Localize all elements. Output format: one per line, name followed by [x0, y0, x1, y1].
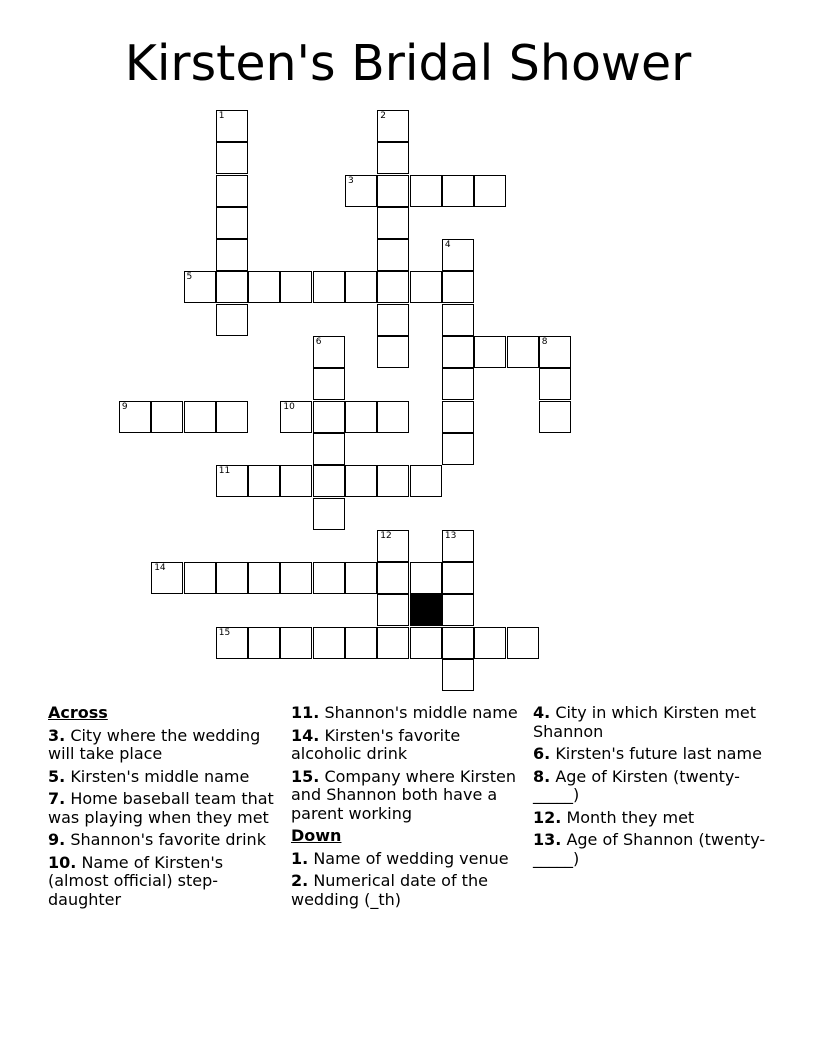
grid-cell[interactable] [216, 627, 248, 659]
down-clue-2 [291, 872, 527, 909]
clue-number: 12. [533, 807, 562, 827]
clue-number: 9. [48, 830, 66, 849]
clue-text: Kirsten's future last name [555, 744, 762, 763]
grid-cell[interactable] [377, 401, 409, 433]
clue-text: Home baseball team that was playing when they met [48, 789, 274, 827]
across-clue-5 [48, 768, 284, 787]
grid-cell[interactable] [216, 304, 248, 336]
grid-cell[interactable] [313, 336, 345, 368]
grid-cell[interactable] [539, 368, 571, 400]
grid-cell[interactable] [184, 401, 216, 433]
down-clue-1 [291, 850, 527, 869]
across-clue-14 [291, 727, 527, 764]
clue-number: 7. [48, 789, 66, 808]
grid-cell[interactable] [313, 627, 345, 659]
grid-cell[interactable] [442, 336, 474, 368]
clue-text: Shannon's favorite drink [70, 830, 266, 849]
clue-text: Name of wedding venue [313, 848, 509, 868]
cell-number: 6 [315, 337, 322, 347]
grid-cell[interactable] [151, 562, 183, 594]
cell-number: 9 [121, 401, 128, 412]
clue-text: City in which Kirsten met Shannon [533, 703, 757, 741]
clue-number: 2. [291, 871, 309, 890]
grid-cell[interactable] [345, 562, 377, 594]
cell-number: 12 [380, 530, 392, 541]
grid-cell[interactable] [280, 465, 312, 497]
down-clue-12 [533, 809, 769, 828]
grid-cell[interactable] [151, 401, 183, 433]
grid-cell[interactable] [184, 271, 216, 303]
clue-text: Kirsten's favorite alcoholic drink [291, 725, 461, 763]
across-clue-7 [48, 790, 284, 827]
grid-cell[interactable] [313, 271, 345, 303]
clue-number: 10. [48, 852, 77, 872]
grid-cell[interactable] [184, 562, 216, 594]
grid-cell[interactable] [377, 271, 409, 303]
grid-cell[interactable] [377, 562, 409, 594]
clue-text: Company where Kirsten and Shannon both have a parent working [291, 766, 516, 823]
grid-cell[interactable] [442, 562, 474, 594]
grid-cell[interactable] [474, 175, 506, 207]
grid-cell[interactable] [377, 594, 409, 626]
grid-cell[interactable] [119, 401, 151, 433]
clue-column-1 [48, 702, 284, 909]
grid-cell[interactable] [410, 271, 442, 303]
grid-cell[interactable] [377, 465, 409, 497]
grid-cell[interactable] [539, 336, 571, 368]
grid-cell[interactable] [313, 401, 345, 433]
cell-number: 8 [541, 337, 548, 347]
grid-cell[interactable] [474, 627, 506, 659]
across-clue-3 [48, 727, 284, 764]
grid-cell[interactable] [442, 304, 474, 336]
grid-cell[interactable] [216, 175, 248, 207]
clue-number: 8. [533, 766, 551, 786]
grid-cell[interactable] [377, 336, 409, 368]
grid-cell[interactable] [345, 401, 377, 433]
grid-cell[interactable] [280, 627, 312, 659]
grid-cell[interactable] [248, 627, 280, 659]
grid-cell[interactable] [539, 401, 571, 433]
grid-cell[interactable] [410, 175, 442, 207]
grid-cell[interactable] [442, 659, 474, 691]
grid-cell[interactable] [248, 271, 280, 303]
across-clue-15 [291, 768, 527, 824]
grid-cell[interactable] [377, 175, 409, 207]
grid-cell[interactable] [442, 401, 474, 433]
clue-text: Age of Shannon (twenty-_____) [533, 830, 766, 868]
grid-cell[interactable] [345, 175, 377, 207]
grid-cell[interactable] [507, 336, 539, 368]
clue-number: 13. [533, 830, 562, 849]
grid-cell[interactable] [474, 336, 506, 368]
grid-cell[interactable] [442, 433, 474, 465]
grid-cell[interactable] [313, 465, 345, 497]
grid-cell[interactable] [377, 239, 409, 271]
cell-number: 2 [380, 110, 387, 121]
grid-cell[interactable] [280, 401, 312, 433]
grid-cell[interactable] [313, 368, 345, 400]
clue-number: 1. [291, 848, 309, 868]
grid-cell[interactable] [377, 110, 409, 142]
grid-cell[interactable] [507, 627, 539, 659]
down-clue-8 [533, 768, 769, 805]
grid-cell[interactable] [377, 142, 409, 174]
clue-number: 15. [291, 766, 320, 786]
down-clue-13 [533, 831, 769, 868]
cell-number: 11 [218, 466, 231, 477]
down-clue-4 [533, 704, 769, 741]
grid-cell[interactable] [216, 142, 248, 174]
grid-cell[interactable] [216, 239, 248, 271]
grid-cell[interactable] [216, 562, 248, 594]
grid-cell[interactable] [313, 562, 345, 594]
clue-number: 14. [291, 725, 320, 745]
grid-cell[interactable] [216, 207, 248, 239]
clue-number: 3. [48, 725, 66, 745]
clue-text: Age of Kirsten (twenty-_____) [533, 766, 740, 804]
clue-number: 6. [533, 744, 551, 763]
across-heading: Across [48, 703, 108, 722]
grid-cell[interactable] [442, 175, 474, 207]
grid-cell[interactable] [410, 562, 442, 594]
grid-cell[interactable] [248, 465, 280, 497]
clue-number: 11. [291, 703, 320, 722]
across-clue-11 [291, 704, 527, 723]
down-heading: Down [291, 826, 342, 845]
clue-column-3 [533, 702, 769, 868]
grid-cell[interactable] [216, 110, 248, 142]
grid-cell[interactable] [442, 239, 474, 271]
clue-text: Numerical date of the wedding (_th) [291, 871, 488, 909]
grid-cell[interactable] [377, 627, 409, 659]
grid-cell[interactable] [377, 304, 409, 336]
grid-cell[interactable] [377, 207, 409, 239]
grid-cell[interactable] [410, 627, 442, 659]
cell-number: 4 [444, 240, 451, 251]
clue-text: Shannon's middle name [324, 703, 518, 722]
clue-number: 5. [48, 766, 66, 786]
grid-cell[interactable] [248, 562, 280, 594]
cell-number: 15 [218, 627, 231, 638]
across-clue-9 [48, 831, 284, 850]
grid-cell[interactable] [410, 465, 442, 497]
grid-cell[interactable] [345, 465, 377, 497]
down-clue-6 [533, 745, 769, 764]
grid-cell[interactable] [216, 271, 248, 303]
grid-cell[interactable] [442, 530, 474, 562]
clue-text: Name of Kirsten's (almost official) step-daughter [48, 852, 224, 909]
grid-cell[interactable] [216, 401, 248, 433]
cell-number: 1 [218, 110, 225, 121]
clue-text: Kirsten's middle name [70, 766, 250, 786]
clue-text: City where the wedding will take place [48, 725, 261, 763]
grid-cell[interactable] [313, 498, 345, 530]
clue-text: Month they met [566, 807, 695, 827]
grid-cell[interactable] [442, 368, 474, 400]
grid-cell[interactable] [280, 271, 312, 303]
across-clue-10 [48, 854, 284, 910]
cell-number: 5 [186, 272, 193, 283]
grid-cell[interactable] [345, 271, 377, 303]
cell-number: 10 [283, 401, 295, 412]
grid-cell[interactable] [442, 594, 474, 626]
grid-cell[interactable] [280, 562, 312, 594]
black-cell [410, 594, 442, 626]
page-title: Kirsten's Bridal Shower [124, 35, 692, 92]
grid-cell[interactable] [442, 271, 474, 303]
cell-number: 13 [444, 530, 457, 541]
cell-number: 14 [154, 563, 166, 574]
cell-number: 3 [348, 175, 354, 186]
grid-cell[interactable] [442, 627, 474, 659]
clue-number: 4. [533, 703, 551, 722]
grid-cell[interactable] [377, 530, 409, 562]
grid-cell[interactable] [345, 627, 377, 659]
grid-cell[interactable] [313, 433, 345, 465]
clue-column-2 [291, 702, 527, 909]
grid-cell[interactable] [216, 465, 248, 497]
